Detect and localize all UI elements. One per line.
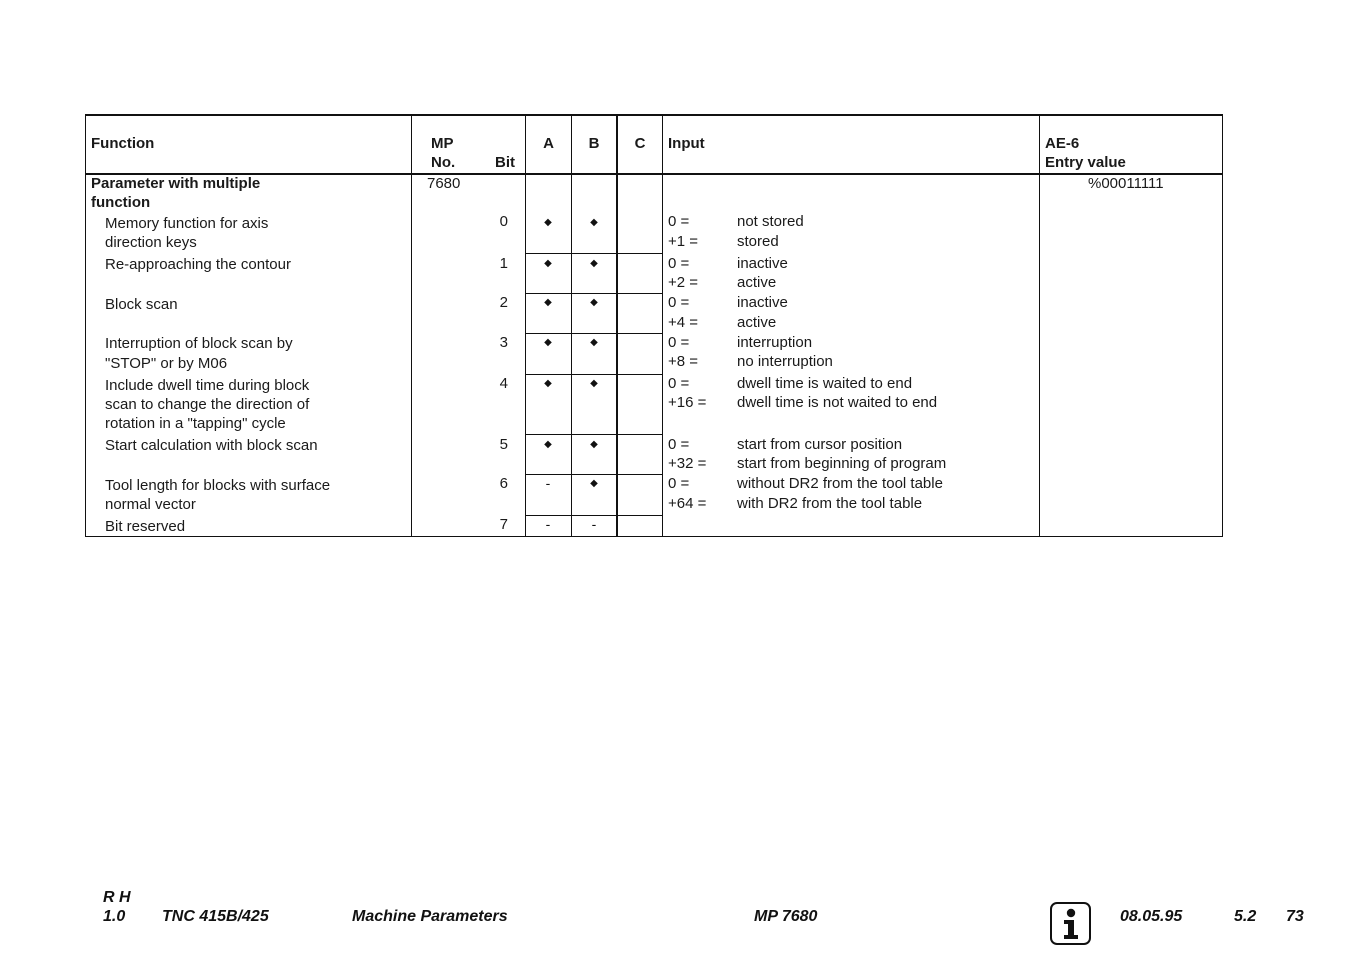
input-desc: dwell time is waited to end: [737, 375, 913, 392]
input-code: +1 =: [668, 233, 699, 250]
row-function: Tool length for blocks with surface: [105, 477, 331, 494]
input-code: +16 =: [668, 394, 707, 411]
row-function: Include dwell time during block: [105, 377, 310, 394]
row-function: Start calculation with block scan: [105, 437, 318, 454]
row-function: Re-approaching the contour: [105, 256, 291, 273]
row-mark-b: ◆: [590, 337, 598, 348]
input-code: +32 =: [668, 455, 707, 472]
row-mark-a: ◆: [544, 439, 552, 450]
input-code: +4 =: [668, 314, 699, 331]
group-title: Parameter with multiple: [91, 175, 261, 192]
footer-product: TNC 415B/425: [162, 908, 269, 925]
input-code: 0 =: [668, 334, 690, 351]
col-divider-input: [1039, 114, 1040, 537]
row-function: scan to change the direction of: [105, 396, 310, 413]
row-mark-a: -: [545, 516, 551, 532]
header-mp: MP: [431, 135, 454, 152]
row-mark-b: ◆: [590, 258, 598, 269]
row-function: "STOP" or by M06: [105, 355, 228, 372]
col-divider-function: [411, 114, 412, 537]
row-bit: 4: [499, 375, 508, 392]
row-function: rotation in a "tapping" cycle: [105, 415, 286, 432]
row-bit: 6: [499, 475, 508, 492]
group-title-cont: function: [91, 194, 151, 211]
header-bit: Bit: [495, 154, 515, 171]
input-desc: active: [737, 274, 777, 291]
table-top-border: [85, 114, 1223, 116]
row-bit: 7: [499, 516, 508, 533]
row-mark-a: ◆: [544, 217, 552, 228]
row-function: Interruption of block scan by: [105, 335, 293, 352]
input-code: +64 =: [668, 495, 707, 512]
input-code: +2 =: [668, 274, 699, 291]
input-desc: dwell time is not waited to end: [737, 394, 938, 411]
input-code: 0 =: [668, 294, 690, 311]
row-bit: 5: [499, 436, 508, 453]
row-mark-a: -: [545, 475, 551, 491]
footer-page-number: 73: [1286, 908, 1304, 925]
input-desc: not stored: [737, 213, 804, 230]
row-function: Block scan: [105, 296, 178, 313]
input-desc: no interruption: [737, 353, 833, 370]
input-code: 0 =: [668, 436, 690, 453]
row-bit: 0: [499, 213, 508, 230]
row-mark-a: ◆: [544, 258, 552, 269]
row-bit: 1: [499, 255, 508, 272]
footer-version: 1.0: [103, 908, 126, 925]
header-input: Input: [668, 135, 705, 152]
table-bottom-border: [85, 536, 1223, 537]
footer-mp-ref: MP 7680: [754, 908, 818, 925]
row-function: direction keys: [105, 234, 197, 251]
input-code: 0 =: [668, 475, 690, 492]
row-mark-a: ◆: [544, 337, 552, 348]
footer-rh: R H: [103, 889, 131, 906]
footer-section-title: Machine Parameters: [352, 908, 508, 925]
input-desc: start from cursor position: [737, 436, 903, 453]
table-left-border: [85, 114, 86, 537]
input-code: 0 =: [668, 255, 690, 272]
row-mark-b: ◆: [590, 478, 598, 489]
row-mark-b: ◆: [590, 378, 598, 389]
row-mark-b: -: [591, 516, 597, 532]
input-desc: with DR2 from the tool table: [737, 495, 923, 512]
footer-chapter: 5.2: [1234, 908, 1257, 925]
footer-date: 08.05.95: [1120, 908, 1183, 925]
header-no: No.: [431, 154, 456, 171]
info-icon: [1050, 902, 1091, 945]
table-right-border: [1222, 114, 1223, 537]
row-mark-b: ◆: [590, 439, 598, 450]
input-desc: interruption: [737, 334, 813, 351]
input-desc: inactive: [737, 255, 788, 272]
row-mark-b: ◆: [590, 297, 598, 308]
row-mark-a: ◆: [544, 378, 552, 389]
header-c: C: [634, 135, 646, 152]
row-function: normal vector: [105, 496, 196, 513]
header-entry-value: Entry value: [1045, 154, 1126, 171]
header-a: A: [543, 135, 554, 152]
header-b: B: [588, 135, 600, 152]
row-function: Bit reserved: [105, 518, 186, 535]
row-bit: 2: [499, 294, 508, 311]
input-code: 0 =: [668, 375, 690, 392]
input-code: +8 =: [668, 353, 699, 370]
entry-value: %00011111: [1088, 175, 1164, 192]
input-desc: start from beginning of program: [737, 455, 947, 472]
row-function: Memory function for axis: [105, 215, 269, 232]
input-desc: active: [737, 314, 777, 331]
input-desc: without DR2 from the tool table: [737, 475, 943, 492]
row-mark-b: ◆: [590, 217, 598, 228]
row-bit: 3: [499, 334, 508, 351]
row-mark-a: ◆: [544, 297, 552, 308]
header-ae6: AE-6: [1045, 135, 1080, 152]
input-code: 0 =: [668, 213, 690, 230]
input-desc: inactive: [737, 294, 788, 311]
header-function: Function: [91, 135, 155, 152]
input-desc: stored: [737, 233, 779, 250]
mp-number: 7680: [427, 175, 461, 192]
